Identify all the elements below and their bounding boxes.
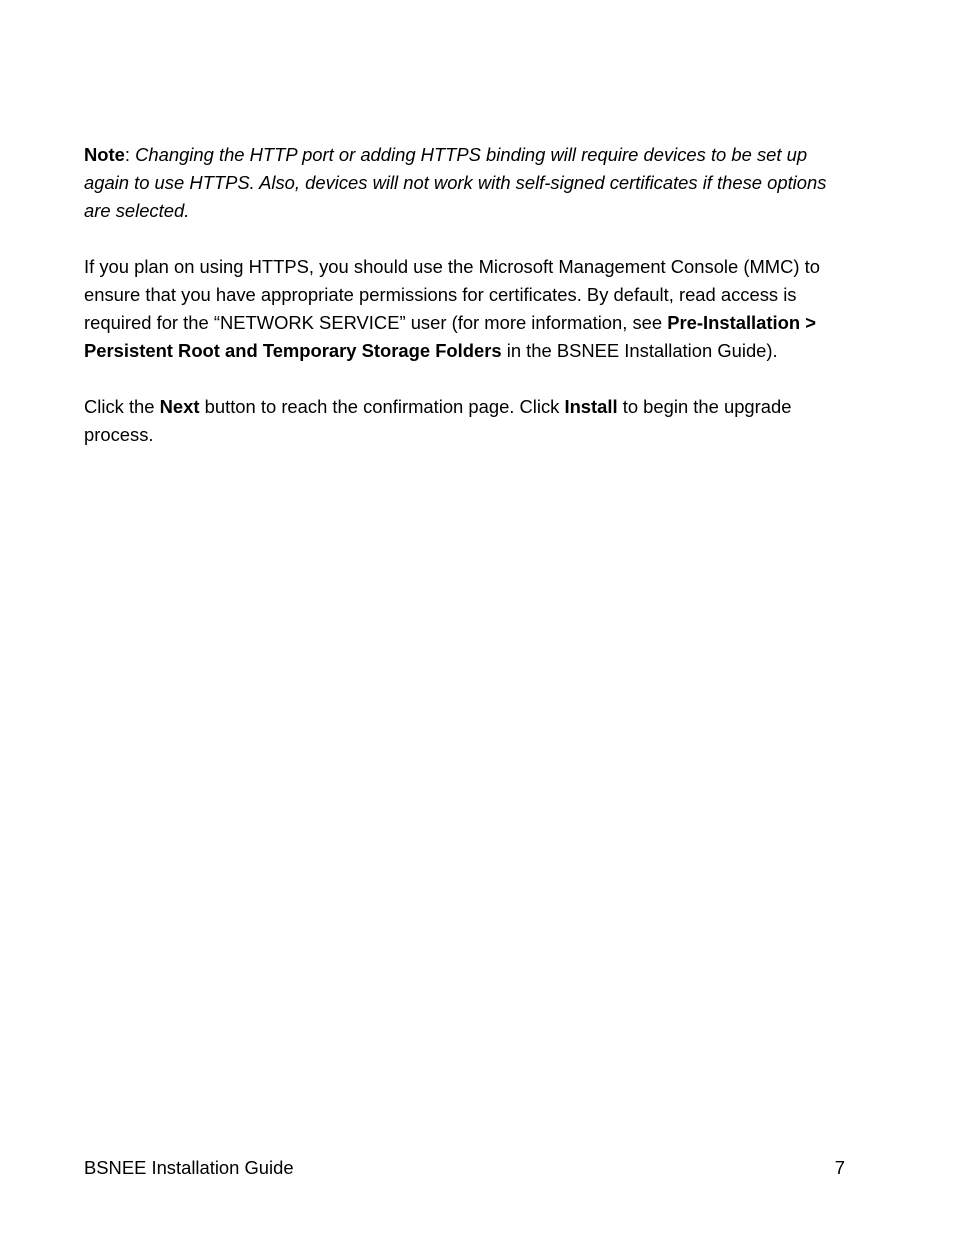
note-separator: :: [124, 144, 136, 165]
note-text: Changing the HTTP port or adding HTTPS binding will require devices to be set up again to use HTTPS. Also, devices will not work with self-signed certificates if these options are selected.: [84, 144, 827, 221]
next-text-3: to begin the upgrade process.: [84, 396, 792, 445]
next-term: Next: [159, 396, 200, 417]
note-paragraph: [84, 141, 854, 225]
next-text-2: button to reach the confirmation page. Click: [199, 396, 565, 417]
https-paragraph: [84, 253, 854, 365]
pre-installation-reference: Pre-Installation > Persistent Root and Temporary Storage Folders: [84, 312, 816, 361]
https-text-after: in the BSNEE Installation Guide).: [501, 340, 778, 361]
footer-page-number: 7: [834, 1157, 845, 1178]
footer-document-title: BSNEE Installation Guide: [84, 1157, 294, 1178]
next-text-1: Click the: [84, 396, 160, 417]
install-term: Install: [564, 396, 618, 417]
next-install-paragraph: [84, 393, 854, 449]
https-text-before: If you plan on using HTTPS, you should use the Microsoft Management Console (MMC) to ensure that you have appropriate permissions for certificates. By default, read access is required for the “NETWORK SERVICE” user (for more information, see: [84, 256, 820, 333]
note-label: Note: [84, 144, 125, 165]
